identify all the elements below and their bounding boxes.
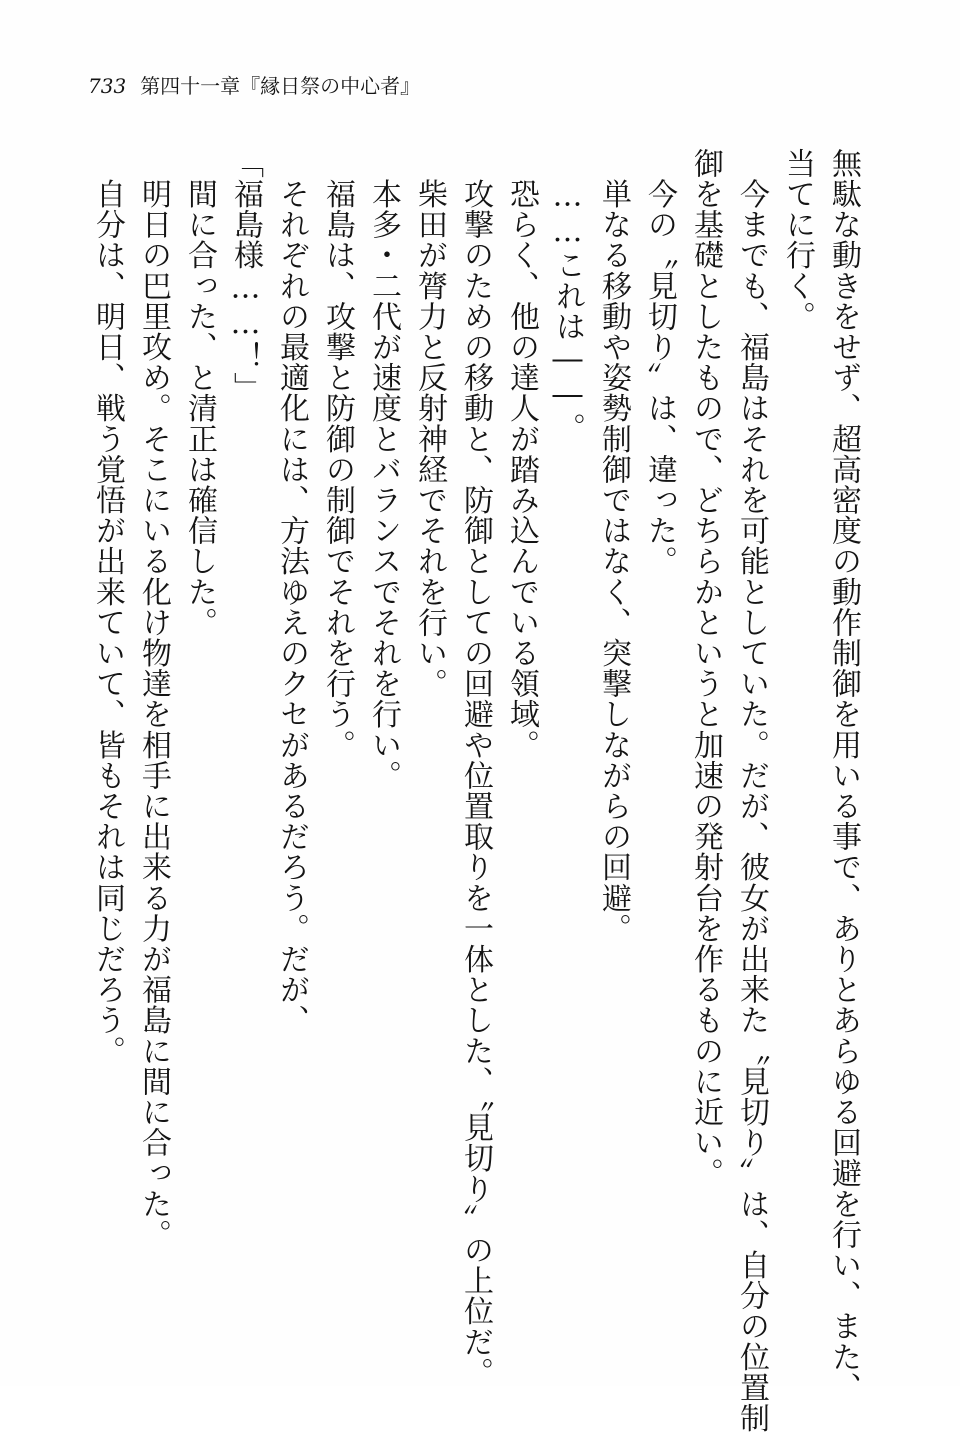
text-line: 「福島様……！」	[228, 148, 263, 403]
vertical-body-text	[84, 148, 866, 1433]
text-line: 柴田が膂力と反射神経でそれを行い。	[412, 148, 447, 699]
text-line: 明日の巴里攻め。そこにいる化け物達を相手に出来る力が福島に間に合った。	[136, 148, 171, 1250]
text-line: 当てに行く。	[780, 148, 815, 332]
text-line: 攻撃のための移動と、防御としての回避や位置取りを一体とした、〝見切り〟の上位だ。	[458, 148, 493, 1388]
text-line: ……これは――。	[550, 148, 585, 444]
text-line: 福島は、攻撃と防御の制御でそれを行う。	[320, 148, 355, 760]
text-line: 無駄な動きをせず、超高密度の動作制御を用いる事で、ありとあらゆる回避を行い、また、	[826, 148, 861, 1403]
text-line: 今までも、福島はそれを可能としていた。だが、彼女が出来た〝見切り〟は、自分の位置制	[734, 148, 769, 1433]
text-line: 本多・二代が速度とバランスでそれを行い。	[366, 148, 401, 791]
text-line: 今の〝見切り〟は、違った。	[642, 148, 677, 577]
running-header	[88, 74, 420, 98]
text-line: 御を基礎としたもので、どちらかというと加速の発射台を作るものに近い。	[688, 148, 723, 1189]
text-line: 恐らく、他の達人が踏み込んでいる領域。	[504, 148, 539, 760]
page-number: 733	[88, 74, 127, 98]
text-line: 間に合った、と清正は確信した。	[182, 148, 217, 638]
chapter-title: 第四十一章『縁日祭の中心者』	[140, 74, 421, 98]
text-line: 単なる移動や姿勢制御ではなく、突撃しながらの回避。	[596, 148, 631, 944]
text-line: それぞれの最適化には、方法ゆえのクセがあるだろう。だが、	[274, 148, 309, 1036]
text-line: 自分は、明日、戦う覚悟が出来ていて、皆もそれは同じだろう。	[90, 148, 125, 1066]
